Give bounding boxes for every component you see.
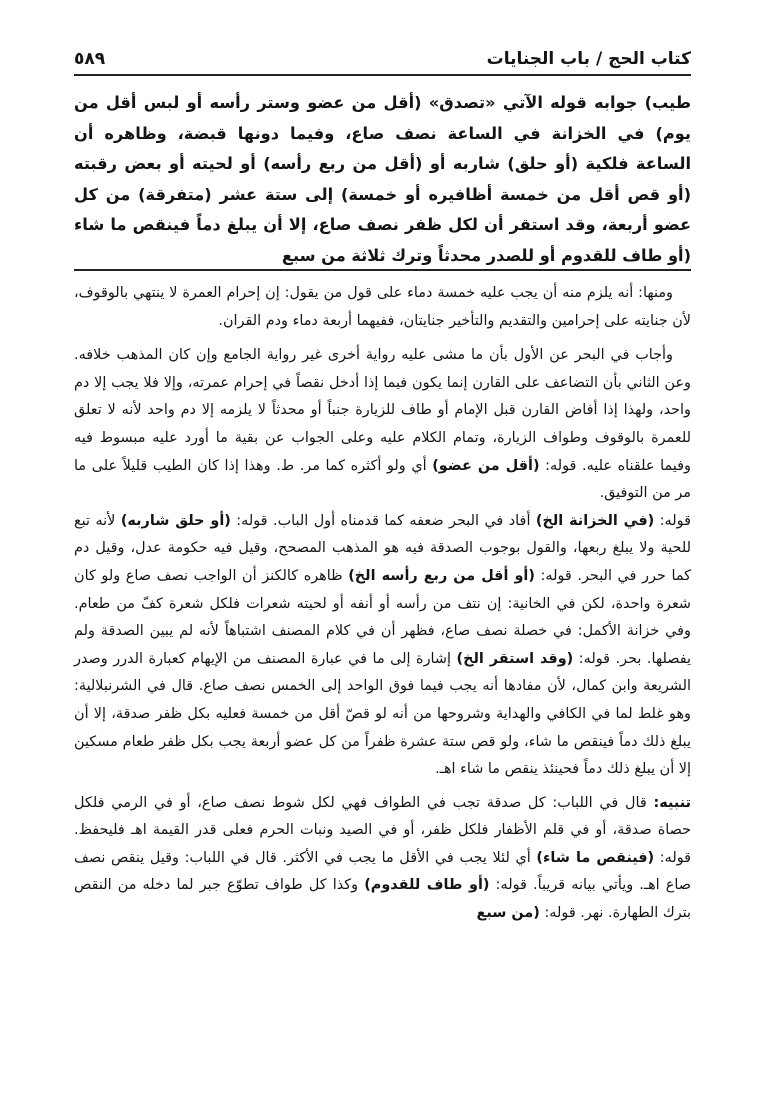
running-header xyxy=(74,44,691,76)
commentary-paragraph-3 xyxy=(74,508,691,784)
main-text-block: طيب) جوابه قوله الآتي «تصدق» (أقل من عضو وستر رأسه أو لبس أقل من يوم) في الخزانة في الساعة نصف صاع، وفيما دونها قبضة، وظاهره أن الساعة فلكية (أو حلق) شاربه أو (أقل من ربع رأسه) أو لحيته أو بعض رقبته (أو قص أقل من خمسة أظافيره أو خمسة) إلى ستة عشر (متفرقة) من كل عضو أربعة، وقد استقر أن لكل ظفر نصف صاع، إلا أن يبلغ دماً فينقص ما شاء (أو طاف للقدوم أو للصدر محدثاً وترك ثلاثة من سبع xyxy=(74,93,691,265)
bold-quote: (من سبع xyxy=(476,905,540,922)
bold-quote: (أو حلق شاربه) xyxy=(120,512,231,529)
paragraph-text: أي ولو أكثره كما مر. ط. وهذا إذا كان الطيب قليلاً على ما مر من التوفيق. xyxy=(74,457,691,502)
commentary-block xyxy=(74,280,691,928)
bold-quote: (في الخزانة الخ) xyxy=(535,512,655,529)
bold-quote: (وقد استقر الخ) xyxy=(456,650,574,667)
separator-rule xyxy=(74,269,691,271)
paragraph-text: لأنه تبع للحية ولا يبلغ ربعها، والقول بوجوب الصدقة فيه هو المذهب المصحح، وقيل فيه حكومة عدل، وقيل دم كما حرر في البحر. قوله: xyxy=(74,512,691,584)
bold-quote: (أو طاف للقدوم) xyxy=(364,877,490,894)
note-label: تنبيه: xyxy=(653,794,691,811)
paragraph-text: ظاهره كالكنز أن الواجب نصف صاع ولو كان شعرة واحدة، لكن في الخانية: إن نتف من رأسه أو أنفه أو لحيته شعرات فلكل شعرة كفّ من طعام. وفي خزانة الأكمل: في خصلة نصف صاع، فظهر أن في كلام المصنف اشتباهاً لأنه لم يبين الصدقة ولم يفصلها. بحر. قوله: xyxy=(74,567,692,667)
paragraph-text: وأجاب في البحر عن الأول بأن ما مشى عليه رواية أخرى غير رواية الجامع وإن كان المذهب خلافه. وعن الثاني بأن التضاعف على القارن إنما يكون فيما إذا أدخل نقصاً في إحرام عمرته، وإلا فلا يجب إلا دم واحد، ولهذا إذا أفاض القارن قبل الإمام أو طاف للزيارة جنباً أو محدثاً لا يلزمه إلا دم واحد لأنه لا تعلق للعمرة بالوقوف وطواف الزيارة، وتمام الكلام عليه وعلى الجواب عن بقية ما أورد عليه مبسوط فيه وفيما علقناه عليه. قوله: xyxy=(74,347,691,474)
paragraph-text: إشارة إلى ما في عبارة المصنف من الإيهام كعبارة الدرر وصدر الشريعة وابن كمال، لأن مفادها أنه يجب فيما فوق الواحد إلى الخمس نصف صاع. قال في الشرنبلالية: وهو غلط لما في الكافي والهداية وشروحها من أنه لو قصّ أقل من خمسة فعليه بكل ظفر صدقة، إلا أن يبلغ ذلك دماً فينقص ما شاء، ولو قص ستة عشرة ظفراً من كل عضو أربعة يجب بكل ظفر طعام مسكين إلا أن يبلغ ذلك دماً فحينئذ ينقص ما شاء اهـ. xyxy=(74,650,691,778)
bold-quote: (أو أقل من ربع رأسه الخ) xyxy=(348,567,535,584)
bold-quote: (فينقص ما شاء) xyxy=(536,849,655,866)
paragraph-text: قال في اللباب: كل صدقة تجب في الطواف فهي لكل شوط نصف صاع، أو في الرمي فلكل حصاة صدقة، أو في قلم الأظفار فلكل ظفر، أو في الصيد ونبات الحرم فعلى قدر القيمة اهـ فليحفظ. قوله: xyxy=(74,794,692,866)
commentary-paragraph-2 xyxy=(74,342,691,508)
paragraph-text: أي لئلا يجب في الأقل ما يجب في الأكثر. قال في اللباب: وقيل ينقص نصف صاع اهـ. ويأتي بيانه قريباً. قوله: xyxy=(74,849,691,894)
header-title: كتاب الحج / باب الجنايات xyxy=(486,49,691,69)
commentary-paragraph-1: ومنها: أنه يلزم منه أن يجب عليه خمسة دماء على قول من يقول: إن إحرام العمرة لا ينتهي بالوقوف، لأن جنايته على إحرامين والتقديم والتأخير جنايتان، ففيهما أربعة دماء ودم القران. xyxy=(74,285,691,329)
paragraph-text: وكذا كل طواف تطوّع جبر لما دخله من النقص بترك الطهارة. نهر. قوله: xyxy=(74,877,691,922)
bold-quote: (أقل من عضو) xyxy=(432,457,540,474)
paragraph-text: أفاد في البحر ضعفه كما قدمناه أول الباب. قوله: xyxy=(236,512,531,529)
page-number: ٥٨٩ xyxy=(74,49,106,69)
paragraph-text: قوله: xyxy=(659,512,691,529)
commentary-paragraph-4 xyxy=(74,790,691,928)
